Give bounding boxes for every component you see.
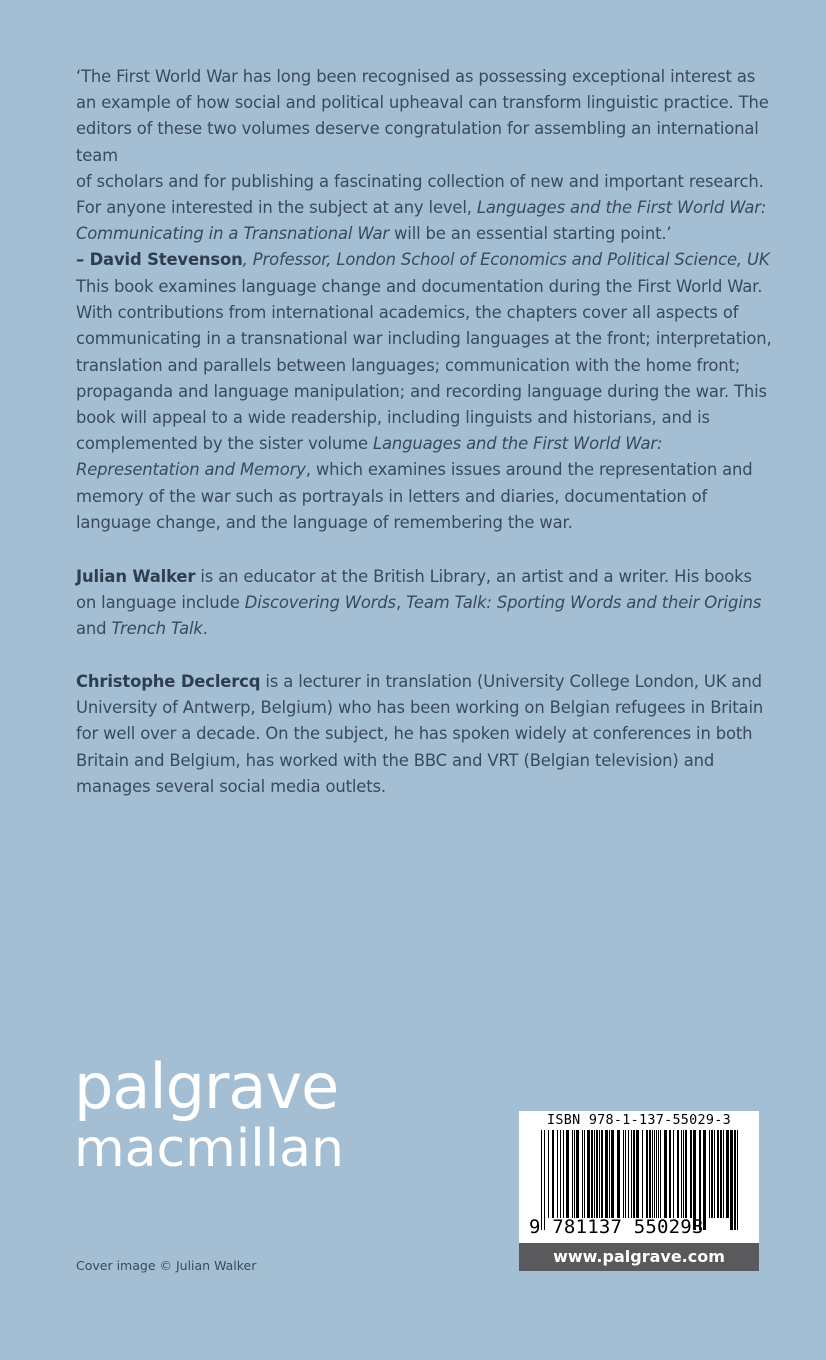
- barcode-bar: [673, 1130, 674, 1218]
- cover-image-credit: Cover image © Julian Walker: [76, 1258, 257, 1273]
- barcode-bar: [711, 1130, 713, 1218]
- barcode-bar: [723, 1130, 724, 1218]
- barcode-bar: [737, 1130, 738, 1230]
- barcode-bar: [703, 1130, 706, 1230]
- barcode-bar: [720, 1130, 722, 1218]
- barcode-bar: [690, 1130, 692, 1218]
- barcode-bar: [730, 1130, 733, 1230]
- barcode-bar: [658, 1130, 659, 1218]
- barcode-bar: [734, 1130, 736, 1230]
- barcode-bar: [560, 1130, 561, 1218]
- barcode-bar: [599, 1130, 600, 1218]
- logo-macmillan: macmillan: [74, 1119, 344, 1179]
- barcode-bar: [625, 1130, 626, 1218]
- quote-line: of scholars and for publishing a fascinating collection of new and important research.: [76, 171, 764, 191]
- barcode-bar: [652, 1130, 653, 1218]
- barcode-bar: [636, 1130, 639, 1218]
- barcode-bar: [699, 1130, 701, 1230]
- barcode-bar: [656, 1130, 657, 1218]
- barcode-bar: [681, 1130, 682, 1218]
- barcode-bar: [572, 1130, 573, 1218]
- barcode-bar: [633, 1130, 635, 1218]
- quote-line: ‘The First World War has long been recognised as possessing exceptional interest as: [76, 67, 756, 86]
- quote-line: an example of how social and political upheaval can transform linguistic practice. The: [76, 93, 769, 113]
- barcode-bar: [717, 1130, 719, 1218]
- book-title: Team Talk: Sporting Words and their Origins: [406, 593, 762, 613]
- isbn-label: ISBN 978-1-137-55029-3: [547, 1113, 731, 1128]
- book-title: Trench Talk: [111, 619, 203, 639]
- author-bio-declercq: [76, 669, 776, 800]
- quote-attribution-role: , Professor, London School of Economics and Political Science, UK: [242, 250, 770, 270]
- barcode-bar: [646, 1130, 648, 1218]
- barcode-bar: [685, 1130, 687, 1218]
- isbn-digits: 9 781137 550293: [529, 1216, 704, 1238]
- barcode-bar: [576, 1130, 579, 1218]
- bio-text: is an educator at the British Library, an artist and a writer. His books on language include: [76, 567, 752, 613]
- period: .: [202, 619, 208, 639]
- barcode-bar: [617, 1130, 620, 1218]
- endorsement-quote: [76, 64, 776, 274]
- quote-book-subtitle: Communicating in a Transnational War: [76, 224, 389, 244]
- quote-book-title: Languages and the First World War:: [476, 198, 767, 218]
- bio-text: is a lecturer in translation (University College London, UK and University of Antwerp, Belgium) who has been working on Belgian refugees in Britain for well over a decade. On the subject, he has spoken widely at conferences in both Britain and Belgium, has worked with the BBC and VRT (Belgian television) and manages several social media outlets.: [76, 672, 764, 796]
- barcode-bar: [601, 1130, 603, 1218]
- book-title: Discovering Words: [244, 593, 396, 613]
- barcode-bar: [631, 1130, 632, 1218]
- barcode-bar: [563, 1130, 564, 1218]
- description-text-end: , which examines issues around the representation and memory of the war such as portrayals in letters and diaries, documentation of language change, and the language of remembering the war.: [76, 460, 753, 532]
- barcode-bar: [574, 1130, 575, 1218]
- barcode-bar: [623, 1130, 624, 1218]
- quote-ending: will be an essential starting point.’: [388, 224, 672, 244]
- author-bio-walker: [76, 564, 776, 643]
- barcode-bar: [611, 1130, 614, 1218]
- separator: and: [76, 619, 112, 639]
- book-description: [76, 274, 776, 536]
- separator: ,: [395, 593, 407, 613]
- sister-volume-title: Languages and the First World War: Representation and Memory: [76, 434, 663, 480]
- barcode-bar: [557, 1130, 558, 1218]
- publisher-url: www.palgrave.com: [519, 1243, 759, 1271]
- barcode-bar: [582, 1130, 583, 1218]
- barcode-bar: [587, 1130, 590, 1218]
- barcode-bar: [714, 1130, 715, 1218]
- barcode-bar: [660, 1130, 661, 1218]
- barcode-bar: [591, 1130, 593, 1218]
- barcode-bar: [544, 1130, 545, 1230]
- description-text: This book examines language change and documentation during the First World War. With contributions from international academics, the chapters cover all aspects of communicating in a transnational war including languages at the front; interpretation, translation and parallels between languages; communication with the home front; propaganda and language manipulation; and recording language during the war. This book will appeal to a wide readership, including linguists and historians, and is complemented by the sister volume: [76, 277, 772, 454]
- barcode-bar: [596, 1130, 598, 1218]
- barcode-bar: [594, 1130, 595, 1218]
- barcode-bar: [609, 1130, 610, 1218]
- isbn-barcode: [519, 1111, 759, 1271]
- barcode-bar: [669, 1130, 671, 1218]
- barcode-bar: [664, 1130, 667, 1218]
- barcode-bar: [548, 1130, 549, 1218]
- author-name: Christophe Declercq: [76, 672, 261, 691]
- barcode-bar: [709, 1130, 710, 1218]
- barcode-bar: [683, 1130, 684, 1218]
- barcode-bar: [605, 1130, 608, 1218]
- barcode-bar: [584, 1130, 585, 1218]
- barcode-bar: [726, 1130, 729, 1218]
- barcode-bar: [566, 1130, 569, 1218]
- quote-attribution-name: – David Stevenson: [76, 250, 243, 270]
- barcode-bar: [654, 1130, 655, 1218]
- publisher-logo: [74, 1050, 344, 1179]
- author-name: Julian Walker: [76, 567, 196, 586]
- quote-line: For anyone interested in the subject at any level,: [76, 198, 477, 218]
- barcode-bar: [693, 1130, 696, 1230]
- barcode-bar: [541, 1130, 542, 1230]
- barcode-bar: [677, 1130, 679, 1218]
- logo-palgrave: palgrave: [74, 1050, 339, 1123]
- barcode-bar: [552, 1130, 554, 1218]
- barcode-bar: [628, 1130, 629, 1218]
- barcode-bar: [642, 1130, 643, 1218]
- quote-line: editors of these two volumes deserve congratulation for assembling an international team: [76, 119, 759, 165]
- barcode-bar: [649, 1130, 651, 1218]
